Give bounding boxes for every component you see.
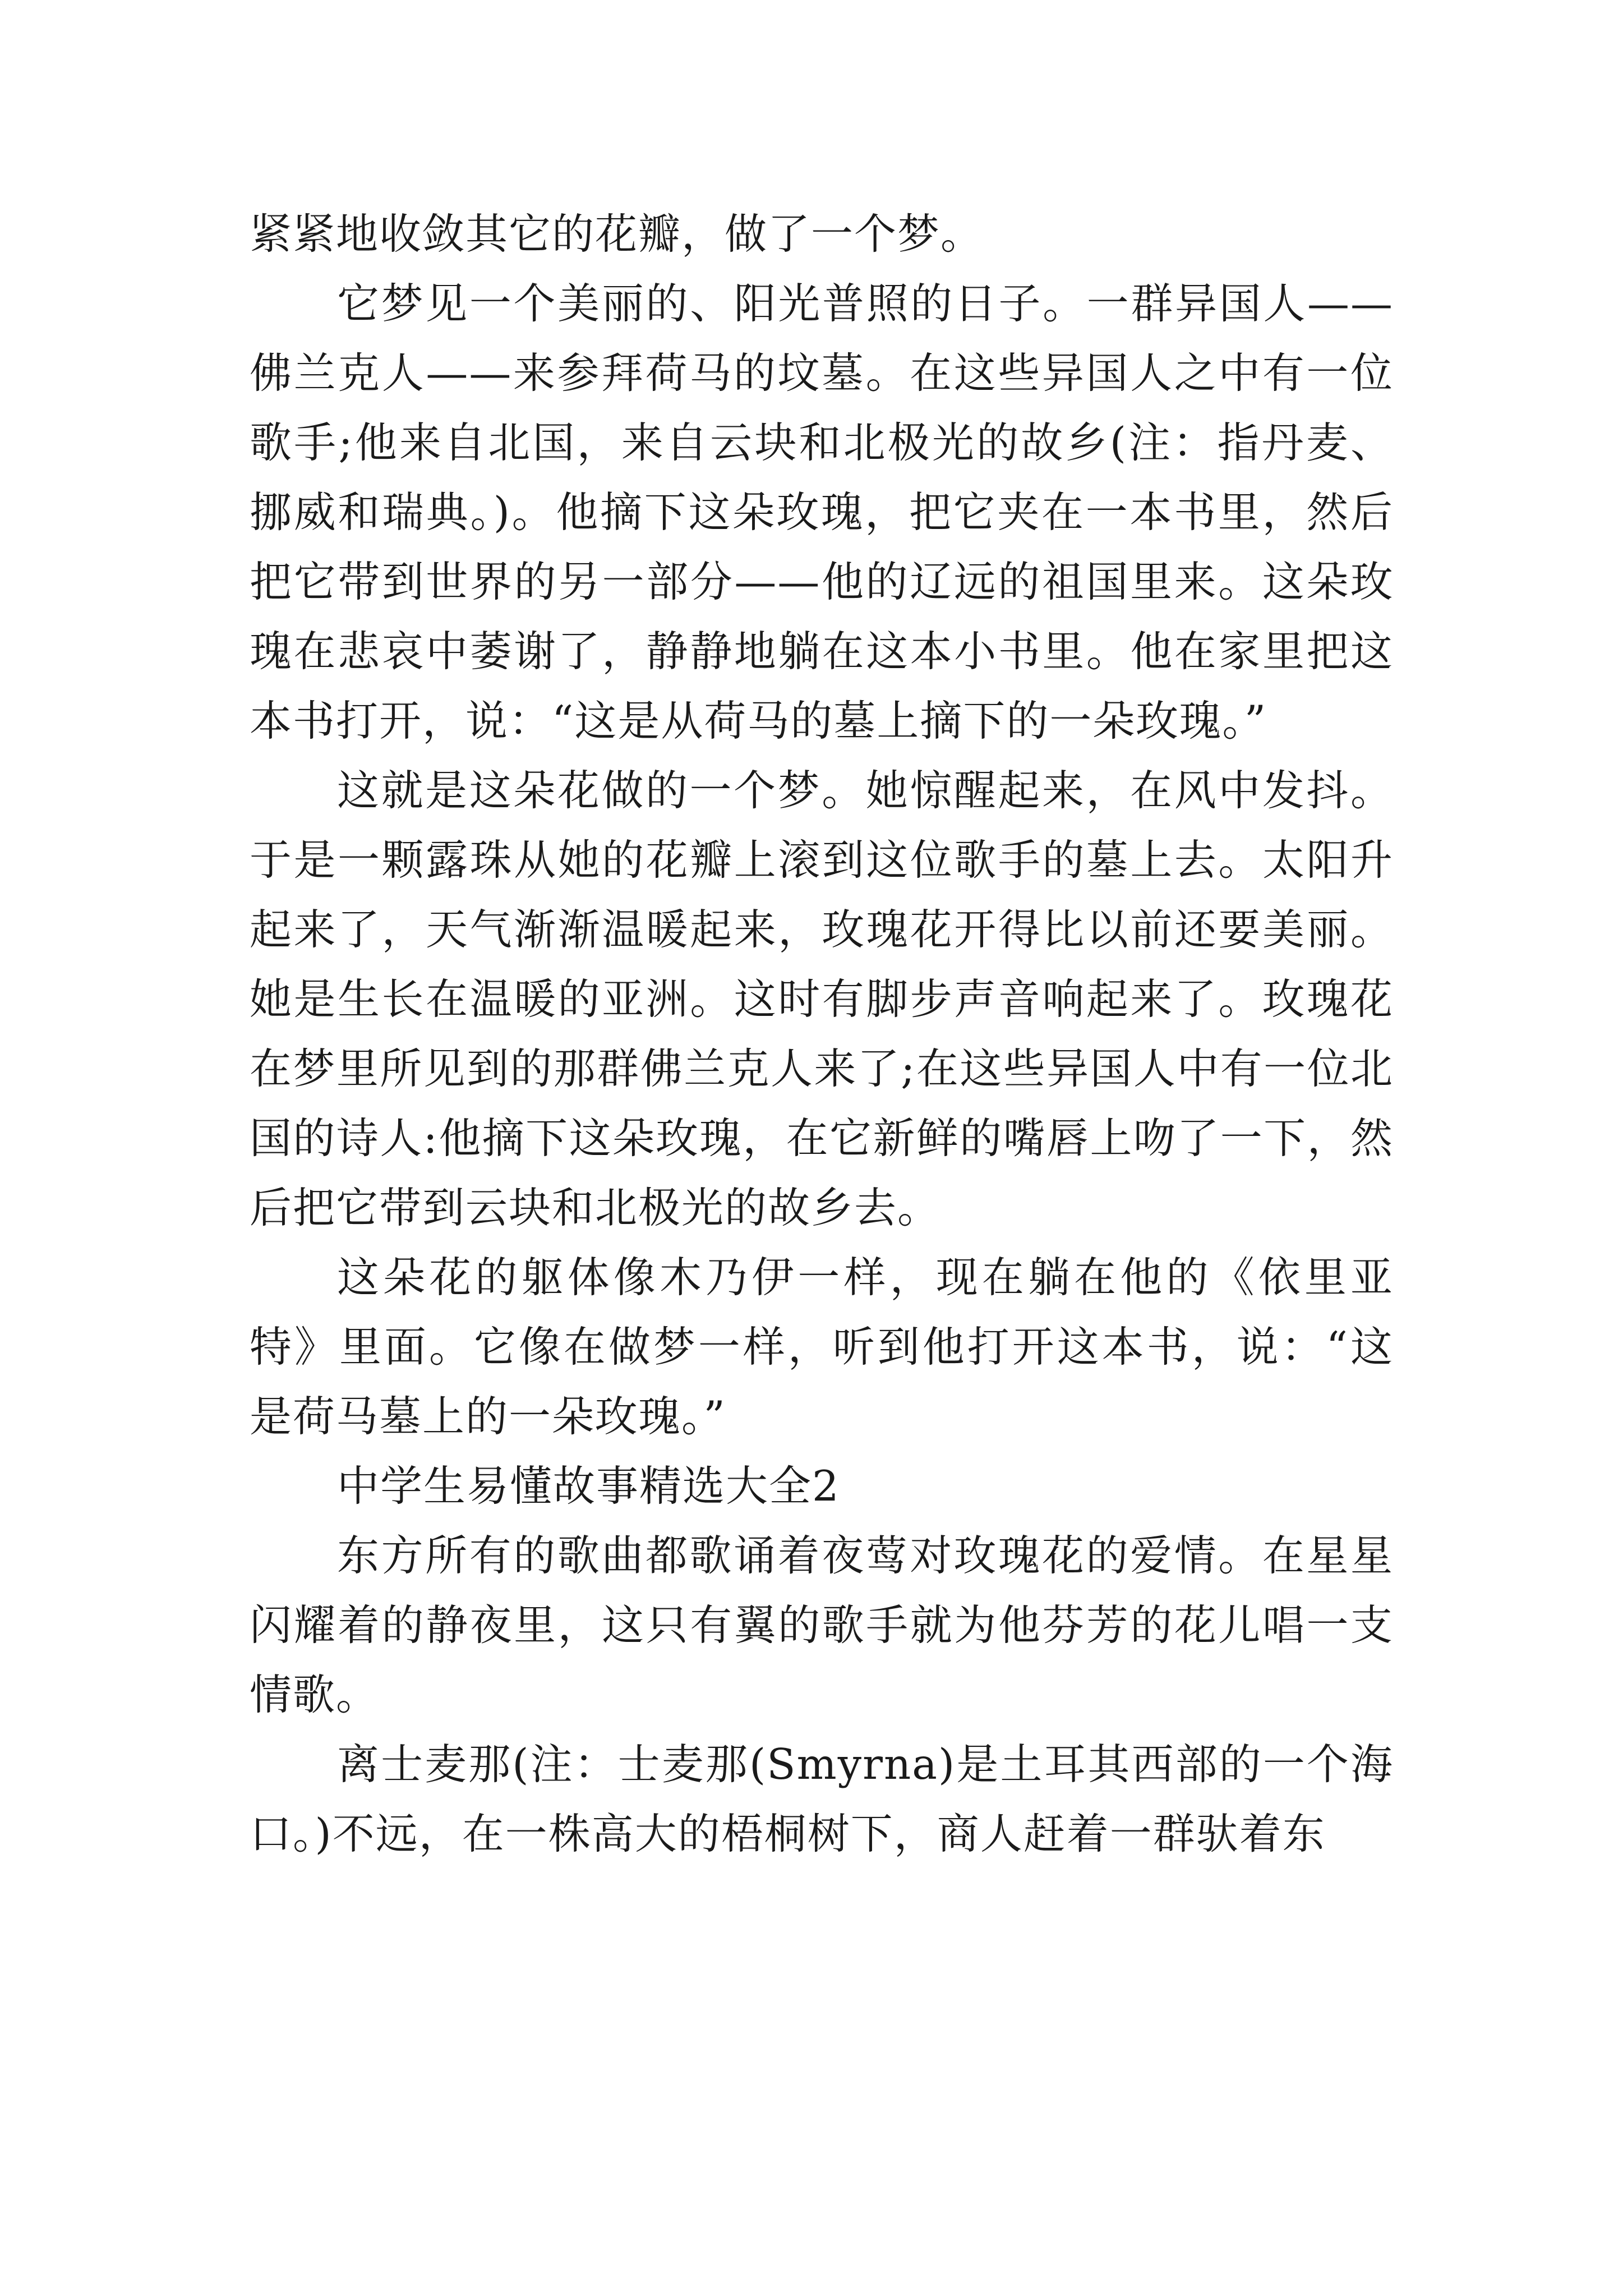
paragraph-3: 这就是这朵花做的一个梦。她惊醒起来，在风中发抖。于是一颗露珠从她的花瓣上滚到这位歌手的墓上去。太阳升起来了，天气渐渐温暖起来，玫瑰花开得比以前还要美丽。她是生长在温暖的亚洲。这时有脚步声音响起来了。玫瑰花在梦里所见到的那群佛兰克人来了;在这些异国人中有一位北国的诗人:他摘下这朵玫瑰，在它新鲜的嘴唇上吻了一下，然后把它带到云块和北极光的故乡去。	[250, 766, 1394, 1232]
section-heading: 中学生易懂故事精选大全2	[337, 1461, 840, 1511]
paragraph-5: 东方所有的歌曲都歌诵着夜莺对玫瑰花的爱情。在星星闪耀着的静夜里，这只有翼的歌手就为他芬芳的花儿唱一支情歌。	[250, 1531, 1394, 1719]
paragraph-1: 紧紧地收敛其它的花瓣，做了一个梦。	[250, 209, 984, 259]
paragraph-2: 它梦见一个美丽的、阳光普照的日子。一群异国人——佛兰克人——来参拜荷马的坟墓。在这些异国人之中有一位歌手;他来自北国，来自云块和北极光的故乡(注：指丹麦、挪威和瑞典。)。他摘下这朵玫瑰，把它夹在一本书里，然后把它带到世界的另一部分——他的辽远的祖国里来。这朵玫瑰在悲哀中萎谢了，静静地躺在这本小书里。他在家里把这本书打开，说：“这是从荷马的墓上摘下的一朵玫瑰。”	[250, 279, 1394, 746]
paragraph-4: 这朵花的躯体像木乃伊一样，现在躺在他的《依里亚特》里面。它像在做梦一样，听到他打开这本书，说：“这是荷马墓上的一朵玫瑰。”	[250, 1253, 1394, 1441]
paragraph-6: 离士麦那(注：士麦那(Smyrna)是土耳其西部的一个海口。)不远，在一株高大的梧桐树下，商人赶着一群驮着东	[250, 1740, 1394, 1858]
document-body	[250, 199, 1394, 1869]
